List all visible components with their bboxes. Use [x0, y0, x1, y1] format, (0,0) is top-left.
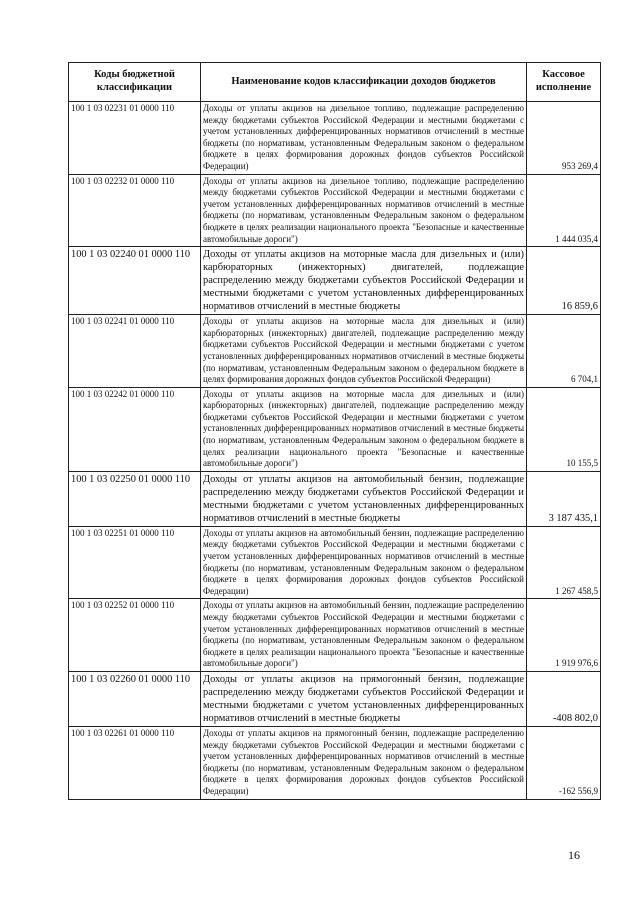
table-row — [69, 315, 601, 388]
revenue-table — [68, 62, 601, 800]
row-amount: 10 155,5 — [527, 387, 601, 471]
row-name: Доходы от уплаты акцизов на автомобильный бензин, подлежащие распределению между бюджетами субъектов Российской Федерации и местными бюджетами с учетом установленных дифференцированных нормативов отчислений в местные бюджеты (по нормативам, установленным Федеральным законом о федеральном бюджете в целях реализации национального проекта "Безопасные и качественные автомобильные дороги") — [201, 599, 527, 672]
header-code: Коды бюджетной классификации — [69, 63, 201, 102]
row-amount: 16 859,6 — [527, 247, 601, 315]
table-row — [69, 726, 601, 799]
table-row — [69, 471, 601, 526]
table-row — [69, 599, 601, 672]
table-body — [69, 102, 601, 800]
table-header-row — [69, 63, 601, 102]
row-amount: 953 269,4 — [527, 102, 601, 175]
table-row — [69, 671, 601, 726]
row-code: 100 1 03 02232 01 0000 110 — [69, 174, 201, 247]
page-number: 16 — [568, 848, 580, 862]
row-amount: 3 187 435,1 — [527, 471, 601, 526]
row-code: 100 1 03 02241 01 0000 110 — [69, 315, 201, 388]
row-name: Доходы от уплаты акцизов на прямогонный бензин, подлежащие распределению между бюджетами субъектов Российской Федерации и местными бюджетами с учетом установленных дифференцированных нормативов отчислений в местные бюджеты — [201, 671, 527, 726]
row-name: Доходы от уплаты акцизов на моторные масла для дизельных и (или) карбюраторных (инжекторных) двигателей, подлежащие распределению между бюджетами субъектов Российской Федерации и местными бюджетами с учетом установленных дифференцированных нормативов отчислений в местные бюджеты — [201, 247, 527, 315]
row-code: 100 1 03 02231 01 0000 110 — [69, 102, 201, 175]
row-name: Доходы от уплаты акцизов на автомобильный бензин, подлежащие распределению между бюджетами субъектов Российской Федерации и местными бюджетами с учетом установленных дифференцированных нормативов отчислений в местные бюджеты (по нормативам, установленным Федеральным законом о федеральном бюджете в целях формирования дорожных фондов субъектов Российской Федерации) — [201, 526, 527, 599]
row-code: 100 1 03 02250 01 0000 110 — [69, 471, 201, 526]
row-code: 100 1 03 02252 01 0000 110 — [69, 599, 201, 672]
row-name: Доходы от уплаты акцизов на моторные масла для дизельных и (или) карбюраторных (инжекторных) двигателей, подлежащие распределению между бюджетами субъектов Российской Федерации и местными бюджетами с учетом установленных дифференцированных нормативов отчислений в местные бюджеты (по нормативам, установленным Федеральным законом о федеральном бюджете в целях реализации национального проекта "Безопасные и качественные автомобильные дороги") — [201, 387, 527, 471]
row-code: 100 1 03 02251 01 0000 110 — [69, 526, 201, 599]
header-amount: Кассовое исполнение — [527, 63, 601, 102]
row-name: Доходы от уплаты акцизов на автомобильный бензин, подлежащие распределению между бюджетами субъектов Российской Федерации и местными бюджетами с учетом установленных дифференцированных нормативов отчислений в местные бюджеты — [201, 471, 527, 526]
row-name: Доходы от уплаты акцизов на дизельное топливо, подлежащие распределению между бюджетами субъектов Российской Федерации и местными бюджетами с учетом установленных дифференцированных нормативов отчислений в местные бюджеты (по нормативам, установленным Федеральным законом о федеральном бюджете в целях реализации национального проекта "Безопасные и качественные автомобильные дороги") — [201, 174, 527, 247]
row-code: 100 1 03 02242 01 0000 110 — [69, 387, 201, 471]
row-code: 100 1 03 02260 01 0000 110 — [69, 671, 201, 726]
row-amount: 1 444 035,4 — [527, 174, 601, 247]
table-row — [69, 174, 601, 247]
row-amount: 6 704,1 — [527, 315, 601, 388]
row-code: 100 1 03 02240 01 0000 110 — [69, 247, 201, 315]
header-name: Наименование кодов классификации доходов бюджетов — [201, 63, 527, 102]
row-name: Доходы от уплаты акцизов на прямогонный бензин, подлежащие распределению между бюджетами субъектов Российской Федерации и местными бюджетами с учетом установленных дифференцированных нормативов отчислений в местные бюджеты (по нормативам, установленным Федеральным законом о федеральном бюджете в целях формирования дорожных фондов субъектов Российской Федерации) — [201, 726, 527, 799]
row-name: Доходы от уплаты акцизов на моторные масла для дизельных и (или) карбюраторных (инжекторных) двигателей, подлежащие распределению между бюджетами субъектов Российской Федерации и местными бюджетами с учетом установленных дифференцированных нормативов отчислений в местные бюджеты (по нормативам, установленным Федеральным законом о федеральном бюджете в целях формирования дорожных фондов субъектов Российской Федерации) — [201, 315, 527, 388]
table-row — [69, 247, 601, 315]
row-code: 100 1 03 02261 01 0000 110 — [69, 726, 201, 799]
row-amount: 1 267 458,5 — [527, 526, 601, 599]
table-row — [69, 387, 601, 471]
table-row — [69, 102, 601, 175]
row-name: Доходы от уплаты акцизов на дизельное топливо, подлежащие распределению между бюджетами субъектов Российской Федерации и местными бюджетами с учетом установленных дифференцированных нормативов отчислений в местные бюджеты (по нормативам, установленным Федеральным законом о федеральном бюджете в целях формирования дорожных фондов субъектов Российской Федерации) — [201, 102, 527, 175]
row-amount: 1 919 976,6 — [527, 599, 601, 672]
table-row — [69, 526, 601, 599]
row-amount: -408 802,0 — [527, 671, 601, 726]
row-amount: -162 556,9 — [527, 726, 601, 799]
